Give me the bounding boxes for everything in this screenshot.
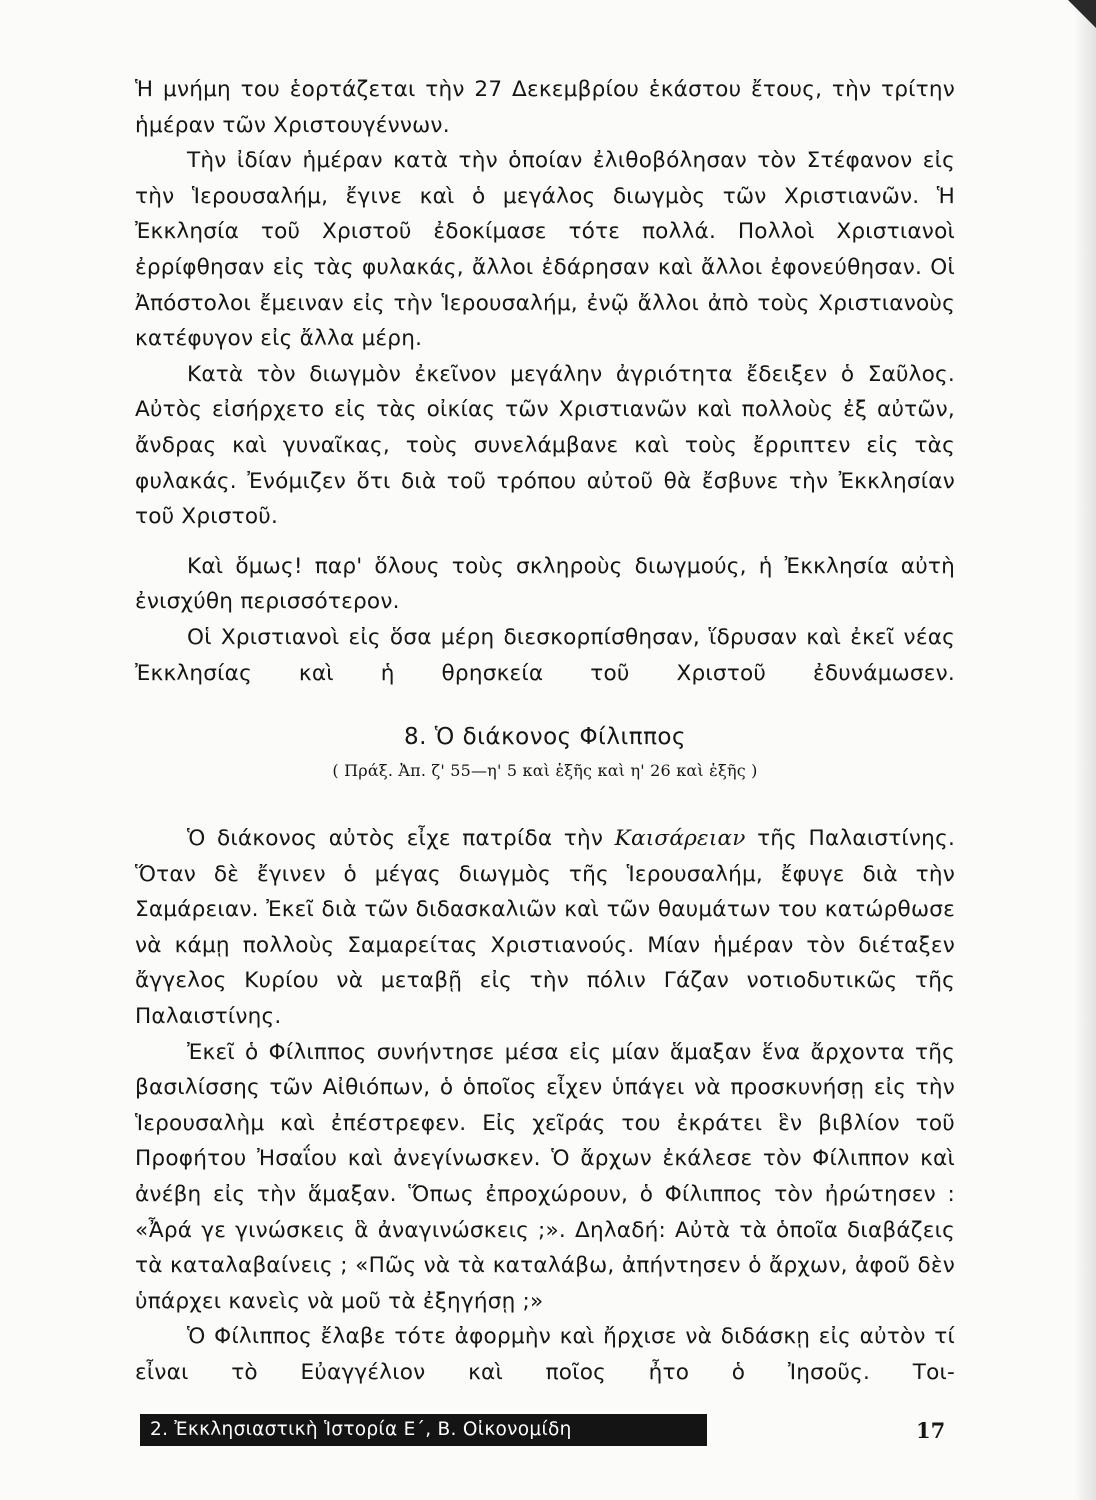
paragraph-philip-caesarea [135,821,955,1035]
paragraph-scattered-christians: Οἱ Χριστιανοὶ εἰς ὅσα μέρη διεσκορπίσθησαν, ἵδρυσαν καὶ ἐκεῖ νέας Ἐκκλησίας καὶ ἡ θρησκεία τοῦ Χριστοῦ ἐδυνάμωσεν. [135,624,955,686]
paragraph-church-strengthened: Καὶ ὅμως! παρ' ὅλους τοὺς σκληροὺς διωγμούς, ἡ Ἐκκλησία αὐτὴ ἐνισχύθη περισσότερον. [135,553,955,615]
page-body [135,72,955,1391]
page-number: 17 [916,1418,946,1443]
paragraph-ethiopian-official: Ἐκεῖ ὁ Φίλιππος συνήντησε μέσα εἰς μίαν ἅμαξαν ἕνα ἄρχοντα τῆς βασιλίσσης τῶν Αἰθιόπων, ὁ ὁποῖος εἶχεν ὑπάγει νὰ προσκυνήσῃ εἰς τὴν Ἱερουσαλὴμ καὶ ἐπέστρεφεν. Εἰς χεῖράς του ἐκράτει ἓν βιβλίον τοῦ Προφήτου Ἠσαΐου καὶ ἀνεγίνωσκεν. Ὁ ἄρχων ἐκάλεσε τὸν Φίλιππον καὶ ἀνέβη εἰς τὴν ἅμαξαν. Ὅπως ἐπροχώρουν, ὁ Φίλιππος τὸν ἠρώτησεν : «Ἆρά γε γινώσκεις ἃ ἀναγινώσκεις ;». Δηλαδή: Αὐτὰ τὰ ὁποῖα διαβάζεις τὰ καταλαβαίνεις ; «Πῶς νὰ τὰ καταλάβω, ἀπήντησεν ὁ ἄρχων, ἀφοῦ δὲν ὑπάρχει κανεὶς νὰ μοῦ τὰ ἐξηγήσῃ ;» [135,1039,955,1314]
paragraph-saul: Κατὰ τὸν διωγμὸν ἐκεῖνον μεγάλην ἀγριότητα ἔδειξεν ὁ Σαῦλος. Αὐτὸς εἰσήρχετο εἰς τὰς οἰκίας τῶν Χριστιανῶν καὶ πολλοὺς ἐξ αὐτῶν, ἄνδρας καὶ γυναῖκας, τοὺς συνελάμβανε καὶ τοὺς ἔρριπτεν εἰς τὰς φυλακάς. Ἐνόμιζεν ὅτι διὰ τοῦ τρόπου αὐτοῦ θὰ ἔσβυνε τὴν Ἐκκλησίαν τοῦ Χριστοῦ. [135,361,955,530]
paragraph-text: τῆς Παλαιστίνης. Ὅταν δὲ ἔγινεν ὁ μέγας διωγμὸς τῆς Ἱερουσαλήμ, ἔφυγε διὰ τὴν Σαμάρειαν. Ἐκεῖ διὰ τῶν διδασκαλιῶν καὶ τῶν θαυμάτων του κατώρθωσε νὰ κάμῃ πολλοὺς Σαμαρείτας Χριστιανούς. Μίαν ἡμέραν τὸν διέταξεν ἄγγελος Κυρίου νὰ μεταβῇ εἰς τὴν πόλιν Γάζαν νοτιοδυτικῶς τῆς Παλαιστίνης. [135,826,956,1030]
paragraph-text: Ὁ διάκονος αὐτὸς εἶχε πατρίδα τὴν [187,826,615,852]
paragraph-memory: Ἡ μνήμη του ἑορτάζεται τὴν 27 Δεκεμβρίου ἑκάστου ἔτους, τὴν τρίτην ἡμέραν τῶν Χριστουγέννων. [135,77,955,138]
paragraph-persecution: Τὴν ἰδίαν ἡμέραν κατὰ τὴν ὁποίαν ἐλιθοβόλησαν τὸν Στέφανον εἰς τὴν Ἱερουσαλήμ, ἔγινε καὶ ὁ μεγάλος διωγμὸς τῶν Χριστιανῶν. Ἡ Ἐκκλησία τοῦ Χριστοῦ ἐδοκίμασε τότε πολλά. Πολλοὶ Χριστιανοὶ ἐρρίφθησαν εἰς τὰς φυλακάς, ἄλλοι ἐδάρησαν καὶ ἄλλοι ἐφονεύθησαν. Οἱ Ἀπόστολοι ἔμειναν εἰς τὴν Ἱερουσαλήμ, ἐνῷ ἄλλοι ἀπὸ τοὺς Χριστιανοὺς κατέφυγον εἰς ἄλλα μέρη. [135,148,955,352]
paragraph-philip-teaches: Ὁ Φίλιππος ἔλαβε τότε ἀφορμὴν καὶ ἤρχισε νὰ διδάσκῃ εἰς αὐτὸν τί εἶναι τὸ Εὐαγγέλιον καὶ ποῖος ἦτο ὁ Ἰησοῦς. Τοι- [135,1324,955,1385]
book-signature: 2. Ἐκκλησιαστικὴ Ἱστορία Ε΄, Β. Οἰκονομίδη [140,1414,707,1446]
chapter-heading: 8. Ὁ διάκονος Φίλιππος [404,724,686,751]
scripture-reference: ( Πράξ. Ἀπ. ζ' 55—η' 5 καὶ ἑξῆς καὶ η' 26 καὶ ἑξῆς ) [332,761,758,781]
italic-place-name: Καισάρειαν [614,826,746,852]
scan-edge-shadow [1074,0,1096,1500]
scan-corner-mark [1068,0,1096,28]
